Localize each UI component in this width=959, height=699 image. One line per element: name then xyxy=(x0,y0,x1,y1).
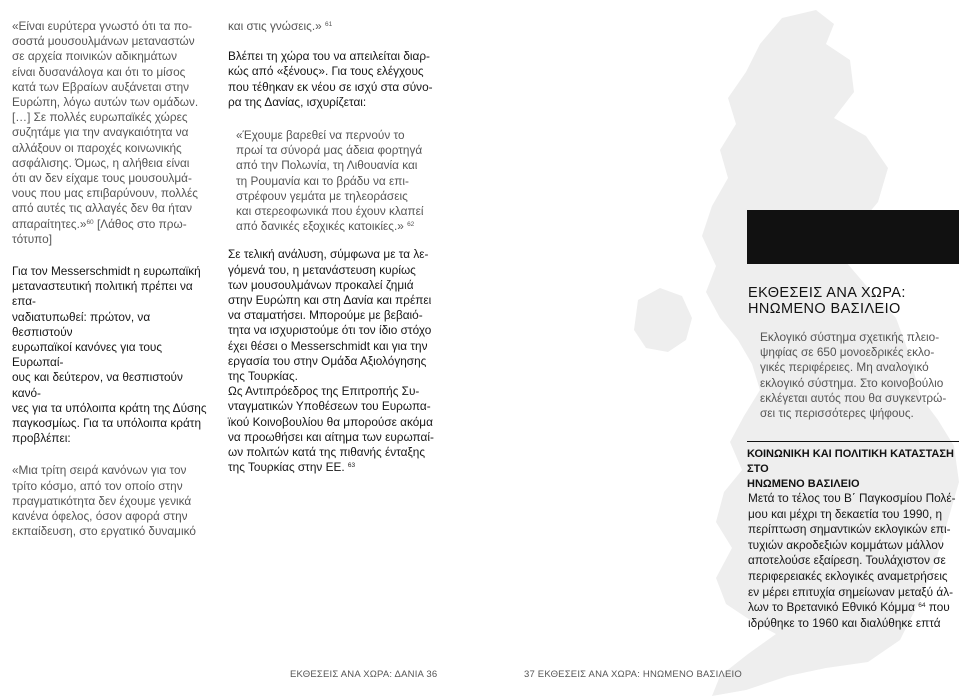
text-line: σοστά μουσουλμάνων μεταναστών xyxy=(12,34,195,49)
text-line: γόμενά του, η μετανάστευση κυρίως xyxy=(228,262,416,277)
text-line xyxy=(748,600,958,616)
text-line: συζητάμε για την αναγκαιότητα να xyxy=(12,125,189,140)
title-line: ΗΝΩΜΕΝΟ ΒΑΣΙΛΕΙΟ xyxy=(748,301,901,317)
text-line: ψηφίας σε 650 μονοεδρικές εκλο- xyxy=(760,345,935,360)
text-line: Ως Αντιπρόεδρος της Επιτροπής Συ- xyxy=(228,384,420,399)
left-column xyxy=(12,19,210,540)
paragraph-conclusion xyxy=(228,247,440,475)
text-line: «Είναι ευρύτερα γνωστό ότι τα πο- xyxy=(12,19,193,33)
heading-line: ΗΝΩΜΕΝΟ ΒΑΣΙΛΕΙΟ xyxy=(747,478,860,490)
text-line: νες για τα υπόλοιπα κράτη της Δύσης xyxy=(12,400,207,415)
electoral-system-intro xyxy=(760,330,950,421)
text-line: σε αρχεία ποινικών αδικημάτων xyxy=(12,49,178,64)
text-line: εν μέρει επιτυχία σημείωναν μεταξύ άλ- xyxy=(748,584,954,599)
text-line: στρέφουν γεμάτα με τηλεοράσεις xyxy=(236,188,408,203)
text-fragment: λων το Βρετανικό Εθνικό Κόμμα xyxy=(748,600,915,615)
text-line: περίπτωση σημαντικών εκλογικών επι- xyxy=(748,522,951,537)
text-line xyxy=(228,460,440,475)
text-line: παγκοσμίως. Για τα υπόλοιπα κράτη xyxy=(12,416,202,431)
text-line: των μουσουλμάνων προκαλεί ζημιά xyxy=(228,277,414,292)
middle-column xyxy=(228,19,440,475)
title-line: ΕΚΘΕΣΕΙΣ ΑΝΑ ΧΩΡΑ: xyxy=(748,285,906,301)
text-line: αποτελούσε εξαίρεση. Τουλάχιστον σε xyxy=(748,553,946,568)
text-line: ους και δεύτερον, να θεσπιστούν κανό- xyxy=(12,370,183,400)
text-line: Ευρώπη, λόγω αυτών των ομάδων. xyxy=(12,95,199,110)
text-line: από την Πολωνία, τη Λιθουανία και xyxy=(236,158,418,173)
heading-line: ΚΟΙΝΩΝΙΚΗ ΚΑΙ ΠΟΛΙΤΙΚΗ ΚΑΤΑΣΤΑΣΗ ΣΤΟ xyxy=(747,448,954,475)
text-line: […] Σε πολλές ευρωπαϊκές χώρες xyxy=(12,110,188,125)
footnote-ref: 60 xyxy=(86,218,94,226)
text-line: «Μια τρίτη σειρά κανόνων για τον xyxy=(12,463,187,478)
footer-left-page: ΕΚΘΕΣΕΙΣ ΑΝΑ ΧΩΡΑ: ΔΑΝΙΑ 36 xyxy=(290,669,438,680)
paragraph-messerschmidt xyxy=(12,264,210,446)
text-line: να προωθήσει και αίτημα των ευρωπαί- xyxy=(228,429,434,444)
text-line xyxy=(228,19,440,34)
text-fragment: από δανικές εξοχικές κατοικίες.» xyxy=(236,219,404,234)
text-line: Εκλογικό σύστημα σχετικής πλειο- xyxy=(760,330,940,344)
footer-right-page: 37 ΕΚΘΕΣΕΙΣ ΑΝΑ ΧΩΡΑ: ΗΝΩΜΕΝΟ ΒΑΣΙΛΕΙΟ xyxy=(524,669,742,680)
text-line: ρα της Δανίας, ισχυρίζεται: xyxy=(228,94,367,109)
black-header-box xyxy=(747,210,959,264)
text-line: ναδιατυπωθεί: πρώτον, να θεσπιστούν xyxy=(12,309,151,339)
text-line: εργασία του στην Ομάδα Αξιολόγησης xyxy=(228,353,427,368)
text-line: μου και μέχρι τη δεκαετία του 1990, η xyxy=(748,506,943,521)
footnote-ref: 61 xyxy=(324,21,333,28)
text-fragment: που xyxy=(928,600,950,615)
text-line: νταγματικών Υποθέσεων του Ευρωπα- xyxy=(228,399,431,414)
text-line: ασφάλισης. Όμως, η αλήθεια είναι xyxy=(12,155,190,170)
page-title xyxy=(748,285,948,317)
text-line xyxy=(12,217,210,232)
quote-block-1 xyxy=(12,19,210,247)
text-line: έχει θέσει ο Messerschmidt και για την xyxy=(228,338,428,353)
text-line: πρωί τα σύνορά μας άδεια φορτηγά xyxy=(236,143,423,158)
text-line: της Τουρκίας. xyxy=(228,369,298,384)
text-line: ιδρύθηκε το 1960 και διαλύθηκε επτά xyxy=(748,615,941,630)
text-line: κανένα όφελος, όσον αφορά στην xyxy=(12,509,188,524)
section-body xyxy=(748,491,958,631)
northern-ireland-shape xyxy=(634,288,692,352)
text-line: μεταναστευτική πολιτική πρέπει να επα- xyxy=(12,279,193,309)
text-line: Για τον Messerschmidt η ευρωπαϊκή xyxy=(12,264,201,279)
text-fragment: της Τουρκίας στην ΕΕ. xyxy=(228,460,345,475)
text-line: κατά των Εβραίων αυξάνεται στην xyxy=(12,79,190,94)
text-line: από αυτές τις αλλαγές δεν θα ήταν xyxy=(12,201,193,216)
text-line: ότι αν δεν είχαμε τους μουσουλμά- xyxy=(12,171,192,186)
text-line: σει τις περισσότερες ψήφους. xyxy=(760,406,914,421)
text-line: κώς από «ξένους». Για τους ελέγχους xyxy=(228,64,424,79)
text-line: τη Ρουμανία και το βράδυ να επι- xyxy=(236,173,409,188)
text-line: Μετά το τέλος του Β΄ Παγκοσμίου Πολέ- xyxy=(748,491,956,505)
footnote-ref: 63 xyxy=(347,462,356,470)
text-line: εκπαίδευση, στο εργατικό δυναμικό xyxy=(12,524,196,539)
text-line: πραγματικότητα δεν έχουμε γενικά xyxy=(12,493,192,508)
text-fragment: και στις γνώσεις.» xyxy=(228,19,322,33)
text-line: ευρωπαϊκοί κανόνες για τους Ευρωπαί- xyxy=(12,340,163,370)
text-fragment: απαραίτητες.» xyxy=(12,216,87,231)
text-line: εκλογικό σύστημα. Στο κοινοβούλιο xyxy=(760,375,944,390)
text-line: τρίτο κόσμο, από τον οποίο στην xyxy=(12,478,183,493)
text-line: γικές περιφέρειες. Μη αναλογικό xyxy=(760,360,929,375)
text-line: προβλέπει: xyxy=(12,431,71,446)
text-line: Βλέπει τη χώρα του να απειλείται διαρ- xyxy=(228,49,430,64)
text-line: Σε τελική ανάλυση, σύμφωνα με τα λε- xyxy=(228,247,429,262)
text-line: «Έχουμε βαρεθεί να περνούν το xyxy=(236,128,405,143)
text-line: στην Ευρώπη και στη Δανία και πρέπει xyxy=(228,293,432,308)
text-line: εκλέγεται αυτός που θα συγκεντρώ- xyxy=(760,390,947,405)
quote-block-2 xyxy=(12,463,210,539)
text-line xyxy=(236,219,440,234)
text-line: περιφερειακές εκλογικές αναμετρήσεις xyxy=(748,568,948,583)
footnote-ref: 64 xyxy=(918,602,926,610)
text-line: τητα να ισχυριστούμε ότι τον ίδιο στόχο xyxy=(228,323,432,338)
text-line: νους που μας επιβαρύνουν, πολλές xyxy=(12,186,198,201)
paragraph-borders xyxy=(228,49,440,110)
text-line: αλλάξουν οι παροχές κοινωνικής xyxy=(12,140,182,155)
section-heading xyxy=(747,441,959,492)
text-line: που τέθηκαν εκ νέου σε ισχύ στα σύνο- xyxy=(228,79,433,94)
quote-block-3 xyxy=(228,128,440,234)
text-line: ϊκού Κοινοβουλίου θα μπορούσε ακόμα xyxy=(228,414,433,429)
footnote-ref: 62 xyxy=(407,221,415,229)
text-line: να σταματήσει. Μπορούμε με βεβαιό- xyxy=(228,308,423,323)
text-fragment: [Λάθος στο πρω- xyxy=(96,216,187,231)
text-line: και στερεοφωνικά που έχουν κλαπεί xyxy=(236,204,424,219)
text-line: τότυπο] xyxy=(12,231,52,246)
text-line: ων πολιτών κατά της πιθανής ένταξης xyxy=(228,445,426,460)
text-line: τυχιών ακροδεξιών κομμάτων μάλλον xyxy=(748,537,944,552)
text-line: είναι δυσανάλογα και ότι το μίσος xyxy=(12,64,186,79)
